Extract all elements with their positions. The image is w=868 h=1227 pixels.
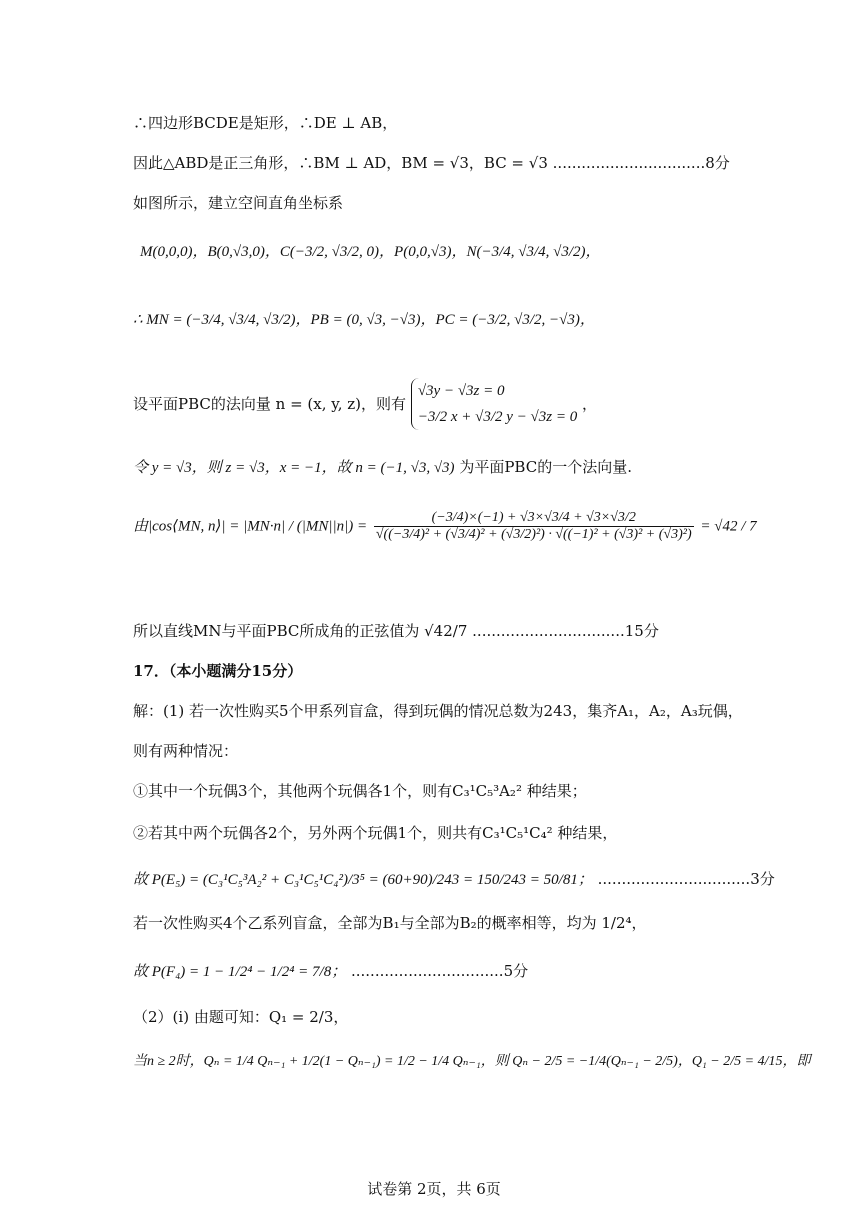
line-equilateral-triangle [133,152,730,174]
part2-q1-text: （2）(i) 由题可知：Q₁ = 2/3， [133,1008,349,1026]
normal-vector-statement: 为平面PBC的一个法向量. [459,458,632,476]
equation-1: √3y − √3z = 0 [417,383,505,399]
score-5: ................................5分 [350,962,529,980]
line-two-cases [133,740,238,762]
recurrence-text: 当n ≥ 2时，Qₙ = 1/4 Qₙ₋₁ + 1/2(1 − Qₙ₋₁) = 1/2 − 1/4 Qₙ₋₁，则 Qₙ − 2/5 = −1/4(Qₙ₋₁ − 2/5)，Q₁ − 2/5 = 4/15，即 [133,1054,811,1069]
line-part2-q1 [133,1006,348,1028]
line-series-b [133,912,647,934]
equation-system [411,378,577,430]
line-coordinate-system [133,192,343,214]
vectors-text: ∴ MN = (−3/4, √3/4, √3/2)，PB = (0, √3, −√3)，PC = (−3/2, √3/2, −√3)， [133,312,595,328]
sine-conclusion-text: 所以直线MN与平面PBC所成角的正弦值为 √42/7 [133,622,468,640]
line-normal-vector-result [133,456,632,479]
case-2-text: ②若其中两个玩偶各2个，另外两个玩偶1个，则共有C₃¹C₅¹C₄² 种结果， [133,824,618,842]
normal-vector-prefix: 设平面PBC的法向量 n = (x, y, z)，则有 [133,395,407,413]
score-15: ................................15分 [472,622,659,640]
cosine-prefix: 由|cos⟨MN, n⟩| = |MN·n| / (|MN||n|) = [133,518,368,535]
page-footer: 试卷第 2页，共 6页 [367,1180,501,1198]
line-probability-e5 [133,866,775,893]
line-point-coordinates [140,238,601,265]
line-recurrence [133,1050,810,1073]
line-case-1 [133,780,587,802]
line-3-text: 如图所示，建立空间直角坐标系 [133,194,344,212]
line-sine-conclusion [133,620,659,642]
equation-2: −3/2 x + √3/2 y − √3z = 0 [417,409,578,425]
cosine-denominator: √((−3/4)² + (√3/4)² + (√3/2)²) · √((−1)² + (√3)² + (√3)²) [375,527,692,542]
line-probability-f4 [133,958,528,985]
probability-f4-text: 故 P(F₄) = 1 − 1/2⁴ − 1/2⁴ = 7/8； [133,964,347,980]
point-coordinates-text: M(0,0,0)，B(0,√3,0)，C(−3/2, √3/2, 0)，P(0,0,√3)，N(−3/4, √3/4, √3/2)， [140,244,601,260]
line-normal-vector-setup: 设平面PBC的法向量 n = (x, y, z)，则有 √3y − √3z = 0 −3/2 x + √3/2 y − √3z = 0 ， [133,378,597,430]
line-1-text: ∴四边形BCDE是矩形，∴DE ⊥ AB， [133,114,398,132]
solution-part1-text: 解：(1) 若一次性购买5个甲系列盲盒，得到玩偶的情况总数为243，集齐A₁，A₂，A₃玩偶， [133,702,743,720]
cosine-fraction [374,510,694,543]
line-solution-part1 [133,700,743,722]
line-case-2 [133,822,617,844]
line-2-text: 因此△ABD是正三角形，∴BM ⊥ AD，BM = √3，BC = √3 [133,154,548,172]
line-rectangle-conclusion [133,112,397,134]
case-1-text: ①其中一个玩偶3个，其他两个玩偶各1个，则有C₃¹C₅³A₂² 种结果； [133,782,587,800]
two-cases-text: 则有两种情况： [133,742,239,760]
score-8: ................................8分 [552,154,730,172]
line-vectors [133,306,595,333]
normal-vector-values: 令 y = √3，则 z = √3，x = −1，故 n = (−1, √3, √3) [133,460,455,476]
score-3: ................................3分 [597,870,775,888]
probability-e5-text: 故 P(E₅) = (C₃¹C₅³A₂² + C₃¹C₅¹C₄²)/3⁵ = (60+90)/243 = 150/243 = 50/81； [133,872,593,888]
cosine-numerator: (−3/4)×(−1) + √3×√3/4 + √3×√3/2 [374,510,694,527]
cosine-result: = √42 / 7 [700,518,757,535]
line-cosine-formula [133,510,757,543]
question-17-header [133,660,302,682]
series-b-text: 若一次性购买4个乙系列盲盒，全部为B₁与全部为B₂的概率相等，均为 1/2⁴， [133,914,647,932]
question-17-title: 17．（本小题满分15分） [133,662,303,680]
